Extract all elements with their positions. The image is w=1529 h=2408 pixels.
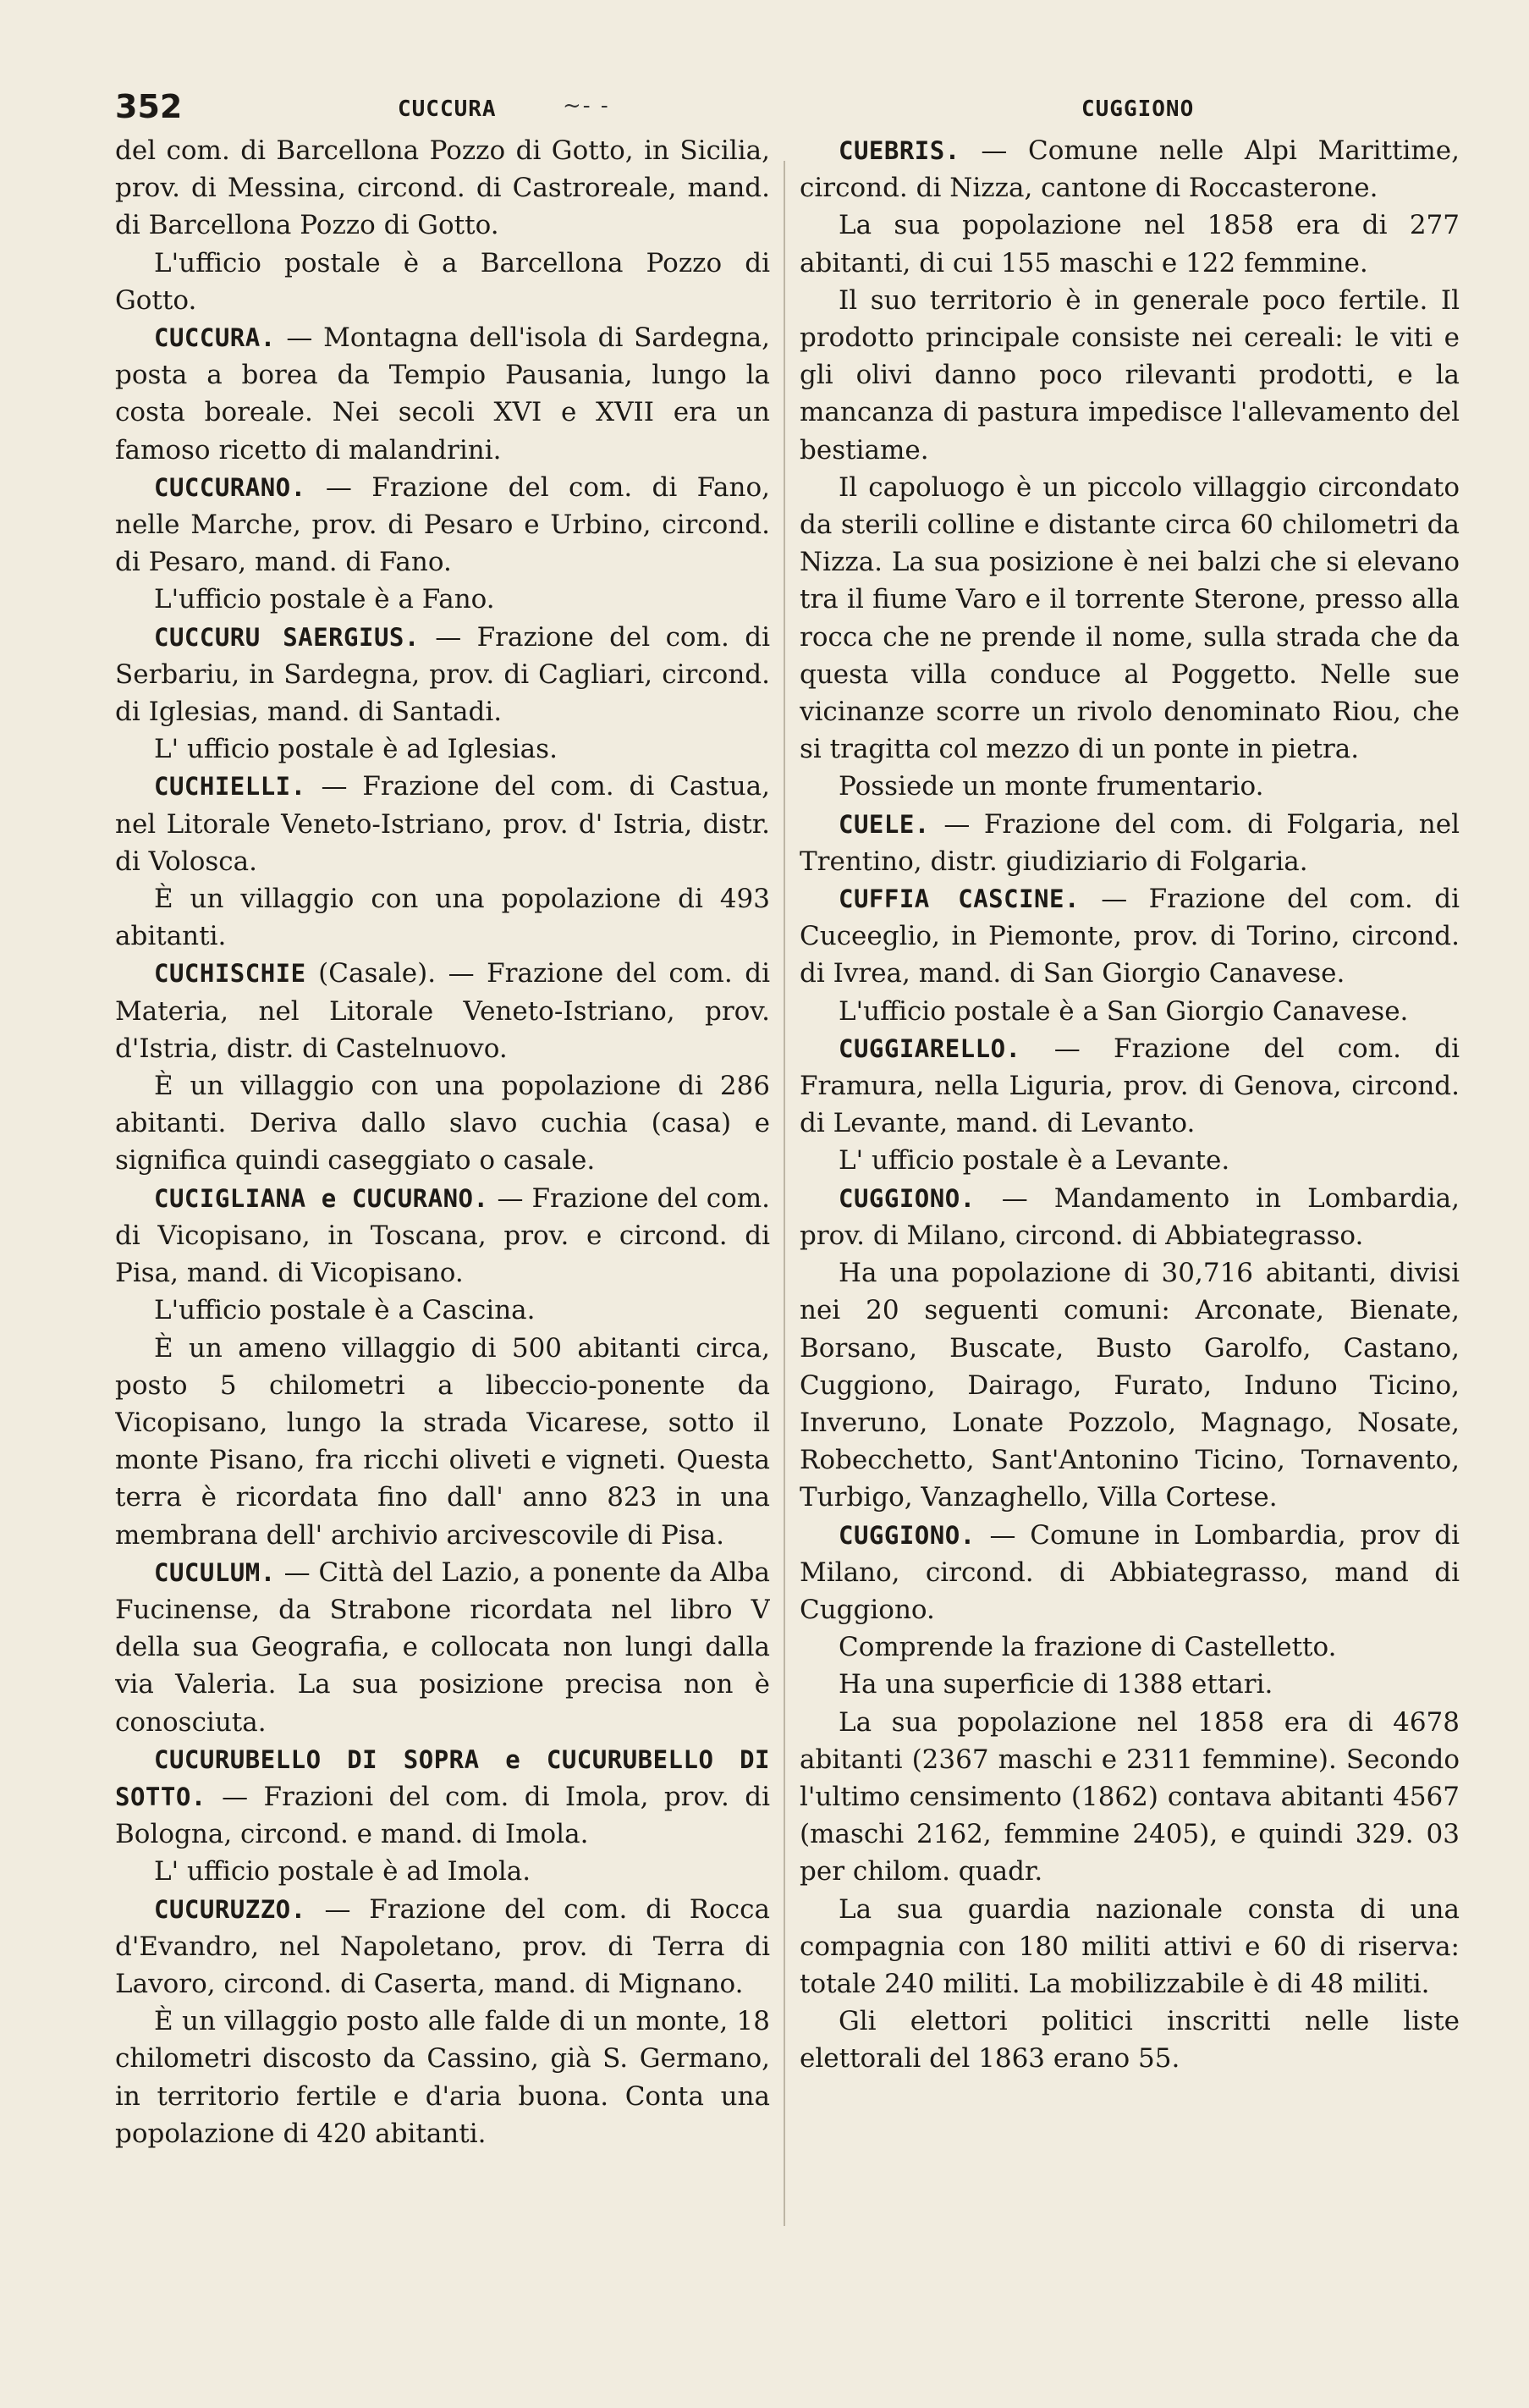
entry-headword: CUCURUBELLO DI SOPRA e CUCURUBELLO DI SOTTO. bbox=[115, 1744, 770, 1811]
paragraph: del com. di Barcellona Pozzo di Gotto, in Sicilia, prov. di Messina, circond. di Castroreale, mand. di Barcellona Pozzo di Gotto. bbox=[115, 135, 770, 241]
dictionary-entry bbox=[115, 1180, 770, 1292]
entry-text: — Frazione del com. di Fano, nelle Marche, prov. di Pesaro e Urbino, circond. di Pesaro, mand. di Fano. bbox=[115, 471, 770, 578]
paragraph: Il capoluogo è un piccolo villaggio circondato da sterili colline e distante circa 60 chilometri da Nizza. La sua posizione è nei balzi che si elevano tra il fiume Varo e il torrente Sterone, presso alla rocca che ne prende il nome, sulla strada che da questa villa conduce al Poggetto. Nelle sue vicinanze scorre un rivolo denominato Riou, che si tragitta col mezzo di un ponte in pietra. bbox=[800, 471, 1460, 765]
dictionary-entry bbox=[115, 619, 770, 731]
entry-text: — Frazione del com. di Rocca d'Evandro, nel Napoletano, prov. di Terra di Lavoro, circond. di Caserta, mand. di Mignano. bbox=[115, 1893, 770, 1999]
dictionary-entry bbox=[800, 132, 1460, 207]
entry-headword: CUCCURU SAERGIUS. bbox=[154, 622, 420, 652]
paragraph: È un ameno villaggio di 500 abitanti circa, posto 5 chilometri a libeccio-ponente da Vicopisano, lungo la strada Vicarese, sotto il monte Pisano, fra ricchi oliveti e vigneti. Questa terra è ricordata fino dall' anno 823 in una membrana dell' archivio arcivescovile di Pisa. bbox=[115, 1332, 770, 1551]
paragraph: Ha una superficie di 1388 ettari. bbox=[839, 1669, 1273, 1700]
entry-headword: CUELE. bbox=[839, 809, 930, 839]
entry-headword: CUCHISCHIE bbox=[154, 959, 306, 989]
entry-headword: CUCHIELLI. bbox=[154, 772, 306, 802]
paragraph: L' ufficio postale è ad Iglesias. bbox=[154, 734, 558, 765]
running-head-ornament: ~‐ ‐ bbox=[563, 93, 610, 118]
entry-headword: CUGGIONO. bbox=[839, 1520, 976, 1550]
paragraph: Ha una popolazione di 30,716 abitanti, divisi nei 20 seguenti comuni: Arconate, Bienate, Borsano, Buscate, Busto Garolfo, Castano, Cuggiono, Dairago, Furato, Induno Ticino, Inveruno, Lonate Pozzolo, Magnago, Nosate, Robecchetto, Sant'Antonino Ticino, Tornavento, Turbigo, Vanzaghello, Villa Cortese. bbox=[800, 1258, 1460, 1513]
left-column bbox=[115, 132, 770, 2248]
paragraph: La sua guardia nazionale consta di una compagnia con 180 militi attivi e 60 di riserva: totale 240 militi. La mobilizzabile è di 48 militi. bbox=[800, 1893, 1460, 1999]
left-running-head: CUCCURA bbox=[398, 96, 497, 122]
paragraph: È un villaggio con una popolazione di 286 abitanti. Deriva dallo slavo cuchia (casa) e significa quindi caseggiato o casale. bbox=[115, 1071, 770, 1176]
paragraph: È un villaggio posto alle falde di un monte, 18 chilometri discosto da Cassino, già S. Germano, in territorio fertile e d'aria buona. Conta una popolazione di 420 abitanti. bbox=[115, 2006, 770, 2149]
dictionary-entry bbox=[800, 1030, 1460, 1143]
entry-text: — Montagna dell'isola di Sardegna, posta a borea da Tempio Pausania, lungo la costa boreale. Nei secoli XVI e XVII era un famoso ricetto di malandrini. bbox=[115, 322, 770, 466]
dictionary-entry bbox=[800, 1517, 1460, 1629]
page-header bbox=[0, 88, 1529, 139]
entry-text: — Mandamento in Lombardia, prov. di Milano, circond. di Abbiategrasso. bbox=[800, 1182, 1460, 1251]
paragraph: La sua popolazione nel 1858 era di 277 abitanti, di cui 155 maschi e 122 femmine. bbox=[800, 210, 1460, 278]
paragraph: L' ufficio postale è ad Imola. bbox=[154, 1856, 531, 1887]
entry-headword: CUCULUM. bbox=[154, 1557, 276, 1587]
entry-headword: CUEBRIS. bbox=[839, 136, 960, 165]
entry-headword: CUGGIARELLO. bbox=[839, 1033, 1021, 1063]
entry-text: — Comune nelle Alpi Marittime, circond. di Nizza, cantone di Roccasterone. bbox=[800, 135, 1460, 204]
paragraph: Il suo territorio è in generale poco fertile. Il prodotto principale consiste nei cereali: le viti e gli olivi danno poco rilevanti prodotti, e la mancanza di pastura impedisce l'allevamento del bestiame. bbox=[800, 284, 1460, 466]
paragraph: L'ufficio postale è a San Giorgio Canavese. bbox=[839, 995, 1409, 1027]
dictionary-entry bbox=[115, 1554, 770, 1741]
dictionary-entry bbox=[115, 768, 770, 880]
entry-headword: CUFFIA CASCINE. bbox=[839, 884, 1080, 914]
paragraph: L' ufficio postale è a Levante. bbox=[839, 1145, 1230, 1176]
paragraph: È un villaggio con una popolazione di 493 abitanti. bbox=[115, 884, 770, 952]
right-running-head: CUGGIONO bbox=[1081, 96, 1195, 122]
entry-headword: CUGGIONO. bbox=[839, 1183, 976, 1213]
entry-headword: CUCCURANO. bbox=[154, 472, 306, 502]
paragraph: Comprende la frazione di Castelletto. bbox=[839, 1632, 1337, 1663]
dictionary-entry bbox=[115, 1891, 770, 2003]
dictionary-entry bbox=[115, 1741, 770, 1854]
paragraph: Gli elettori politici inscritti nelle liste elettorali del 1863 erano 55. bbox=[800, 2006, 1460, 2075]
paragraph: La sua popolazione nel 1858 era di 4678 abitanti (2367 maschi e 2311 femmine). Secondo l'ultimo censimento (1862) contava abitanti 4567 (maschi 2162, femmine 2405), e quindi 329. 03 per chilom. quadr. bbox=[800, 1706, 1460, 1887]
entry-text: — Frazioni del com. di Imola, prov. di Bologna, circond. e mand. di Imola. bbox=[115, 1781, 770, 1850]
paragraph: L'ufficio postale è a Cascina. bbox=[154, 1295, 536, 1326]
entry-headword: CUCIGLIANA e CUCURANO. bbox=[154, 1183, 489, 1213]
entry-text: — Comune in Lombardia, prov di Milano, circond. di Abbiategrasso, mand di Cuggiono. bbox=[800, 1519, 1460, 1625]
dictionary-entry bbox=[800, 1180, 1460, 1254]
dictionary-entry bbox=[115, 469, 770, 581]
entry-text: — Frazione del com. di Serbariu, in Sardegna, prov. di Cagliari, circond. di Iglesias, mand. di Santadi. bbox=[115, 621, 770, 728]
paragraph: L'ufficio postale è a Fano. bbox=[154, 584, 495, 615]
entry-text: — Frazione del com. di Vicopisano, in Toscana, prov. e circond. di Pisa, mand. di Vicopisano. bbox=[115, 1182, 770, 1289]
page-number: 352 bbox=[115, 88, 183, 125]
entry-headword: CUCURUZZO. bbox=[154, 1894, 306, 1924]
dictionary-entry bbox=[800, 806, 1460, 880]
right-column bbox=[800, 132, 1460, 2248]
column-divider bbox=[784, 161, 785, 2226]
dictionary-entry bbox=[115, 319, 770, 469]
dictionary-entry bbox=[800, 880, 1460, 993]
entry-text: — Frazione del com. di Castua, nel Litorale Veneto-Istriano, prov. d' Istria, distr. di Volosca. bbox=[115, 771, 770, 877]
entry-text: — Frazione del com. di Cuceeglio, in Piemonte, prov. di Torino, circond. di Ivrea, mand. di San Giorgio Canavese. bbox=[800, 884, 1460, 989]
entry-text: (Casale). — Frazione del com. di Materia, nel Litorale Veneto-Istriano, prov. d'Istria, distr. di Castelnuovo. bbox=[115, 958, 770, 1064]
entry-text: — Frazione del com. di Framura, nella Liguria, prov. di Genova, circond. di Levante, mand. di Levanto. bbox=[800, 1033, 1460, 1139]
entry-text: — Città del Lazio, a ponente da Alba Fucinense, da Strabone ricordata nel libro V della sua Geografia, e collocata non lungi dalla via Valeria. La sua posizione precisa non è conosciuta. bbox=[115, 1557, 770, 1738]
entry-headword: CUCCURA. bbox=[154, 323, 276, 353]
paragraph: L'ufficio postale è a Barcellona Pozzo di Gotto. bbox=[115, 247, 770, 316]
paragraph: Possiede un monte frumentario. bbox=[839, 771, 1264, 802]
entry-text: — Frazione del com. di Folgaria, nel Trentino, distr. giudiziario di Folgaria. bbox=[800, 808, 1460, 877]
dictionary-entry bbox=[115, 955, 770, 1067]
